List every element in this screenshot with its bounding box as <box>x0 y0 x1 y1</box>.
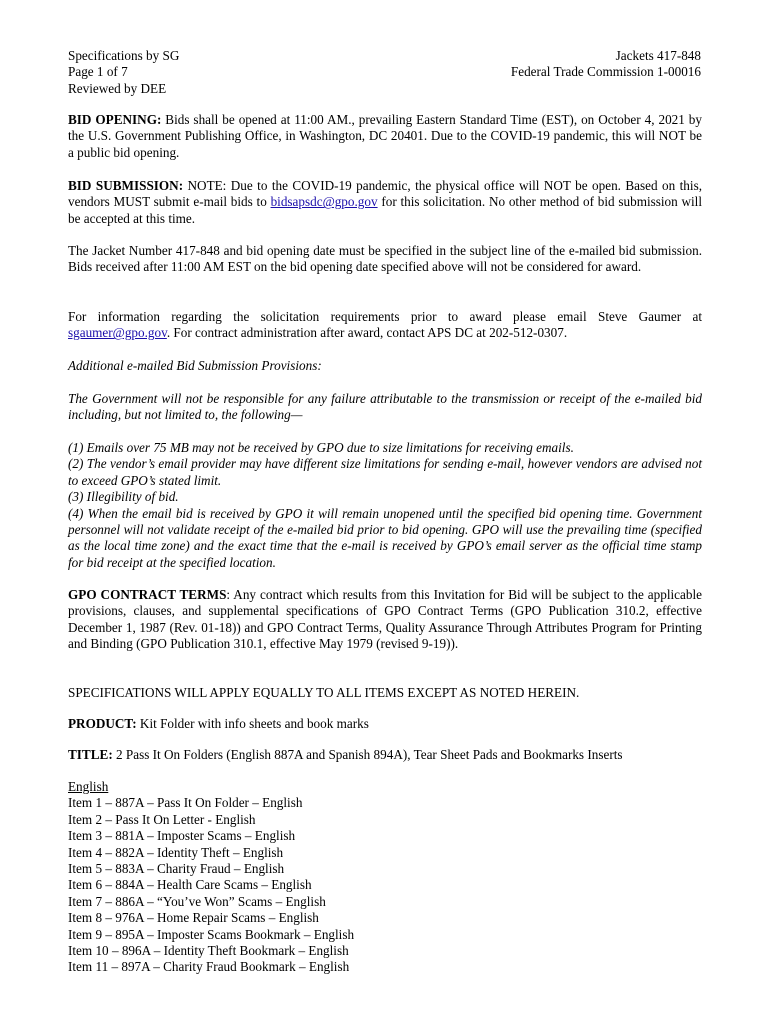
agency-text: Federal Trade Commission 1-00016 <box>510 64 701 80</box>
bid-submission-label: BID SUBMISSION: <box>68 178 184 193</box>
specifications-apply-line: SPECIFICATIONS WILL APPLY EQUALLY TO ALL ITEMS EXCEPT AS NOTED HEREIN. <box>68 685 580 700</box>
title-text: 2 Pass It On Folders (English 887A and Spanish 894A), Tear Sheet Pads and Bookmarks Inserts <box>112 747 623 762</box>
title-label: TITLE: <box>68 747 113 762</box>
header-left <box>68 48 368 97</box>
bid-submission-text-before: NOTE: Due to the COVID-19 pandemic, the physical office will NOT be open. Based on this, vendors MUST submit e-mail bids to <box>68 178 702 210</box>
provisions-heading: Additional e-mailed Bid Submission Provisions: <box>68 358 322 373</box>
contract-terms-label: GPO CONTRACT TERMS <box>68 587 227 602</box>
product-text: Kit Folder with info sheets and book marks <box>136 716 369 731</box>
list-item: Item 1 – 887A – Pass It On Folder – English <box>68 795 303 811</box>
jackets-text: Jackets 417-848 <box>615 48 701 63</box>
bid-opening-paragraph <box>68 112 702 161</box>
contract-terms-paragraph <box>68 587 702 653</box>
info-paragraph <box>68 309 702 342</box>
header-right <box>381 48 701 81</box>
page-number-text: Page 1 of 7 <box>68 64 128 80</box>
info-text-before: For information regarding the solicitation requirements prior to award please email Steve Gaumer at <box>68 309 702 324</box>
list-item: Item 2 – Pass It On Letter - English <box>68 811 256 827</box>
spec-by-text: Specifications by SG <box>68 48 180 63</box>
list-item: Item 4 – 882A – Identity Theft – English <box>68 844 284 860</box>
bid-opening-text: Bids shall be opened at 11:00 AM., prevailing Eastern Standard Time (EST), on October 4, 2021 by the U.S. Government Publishing Office, in Washington, DC 20401. Due to the COVID-19 pandemic, this will NOT be a public bid opening. <box>68 112 702 160</box>
provisions-intro: The Government will not be responsible for any failure attributable to the transmission or receipt of the e-mailed bid including, but not limited to, the following— <box>68 391 702 423</box>
english-items-list <box>68 779 702 976</box>
list-item: Item 11 – 897A – Charity Fraud Bookmark – English <box>68 959 350 975</box>
bid-submission-paragraph <box>68 178 702 227</box>
english-heading: English <box>68 779 109 794</box>
provision-item-3: (3) Illegibility of bid. <box>68 489 179 505</box>
bid-opening-label: BID OPENING: <box>68 112 162 127</box>
list-item: Item 7 – 886A – “You’ve Won” Scams – English <box>68 893 326 909</box>
product-line <box>68 716 702 732</box>
list-item: Item 5 – 883A – Charity Fraud – English <box>68 861 285 877</box>
product-label: PRODUCT: <box>68 716 137 731</box>
list-item: Item 10 – 896A – Identity Theft Bookmark – English <box>68 943 349 959</box>
contract-terms-text: : Any contract which results from this Invitation for Bid will be subject to the applicable provisions, clauses, and supplemental specifications of GPO Contract Terms (GPO Publication 310.2, effective December 1, 1987 (Rev. 01-18)) and GPO Contract Terms, Quality Assurance Through Attributes Program for Printing and Binding (GPO Publication 310.1, effective May 1979 (revised 9-19)). <box>68 587 702 652</box>
jacket-number-paragraph: The Jacket Number 417-848 and bid opening date must be specified in the subject line of the e-mailed bid submission. Bids received after 11:00 AM EST on the bid opening date specified above will not be considered for award. <box>68 243 702 275</box>
provision-item-1: (1) Emails over 75 MB may not be received by GPO due to size limitations for receiving emails. <box>68 440 574 455</box>
provisions-list <box>68 440 702 571</box>
reviewed-by-text: Reviewed by DEE <box>68 80 167 96</box>
list-item: Item 6 – 884A – Health Care Scams – English <box>68 877 312 893</box>
bid-email-link[interactable]: bidsapsdc@gpo.gov <box>270 194 378 210</box>
provision-item-2: (2) The vendor’s email provider may have different size limitations for sending e-mail, however vendors are advised not to exceed GPO’s stated limit. <box>68 456 702 488</box>
list-item: Item 3 – 881A – Imposter Scams – English <box>68 828 296 844</box>
list-item: Item 9 – 895A – Imposter Scams Bookmark – English <box>68 926 355 942</box>
list-item: Item 8 – 976A – Home Repair Scams – English <box>68 910 319 926</box>
title-line <box>68 747 702 763</box>
bid-submission-text-after: for this solicitation. No other method of bid submission will be accepted at this time. <box>68 194 703 226</box>
contact-email-link[interactable]: sgaumer@gpo.gov <box>68 325 167 341</box>
info-text-after: . For contract administration after award, contact APS DC at 202-512-0307. <box>166 325 568 341</box>
provision-item-4: (4) When the email bid is received by GPO it will remain unopened until the specified bid opening time. Government personnel will not validate receipt of the e-mailed bid prior to bid opening. GPO will use the prevailing time (specified as the local time zone) and the exact time that the e-mail is received by GPO’s email server as the official time stamp for bid receipt at the specified location. <box>68 505 702 570</box>
